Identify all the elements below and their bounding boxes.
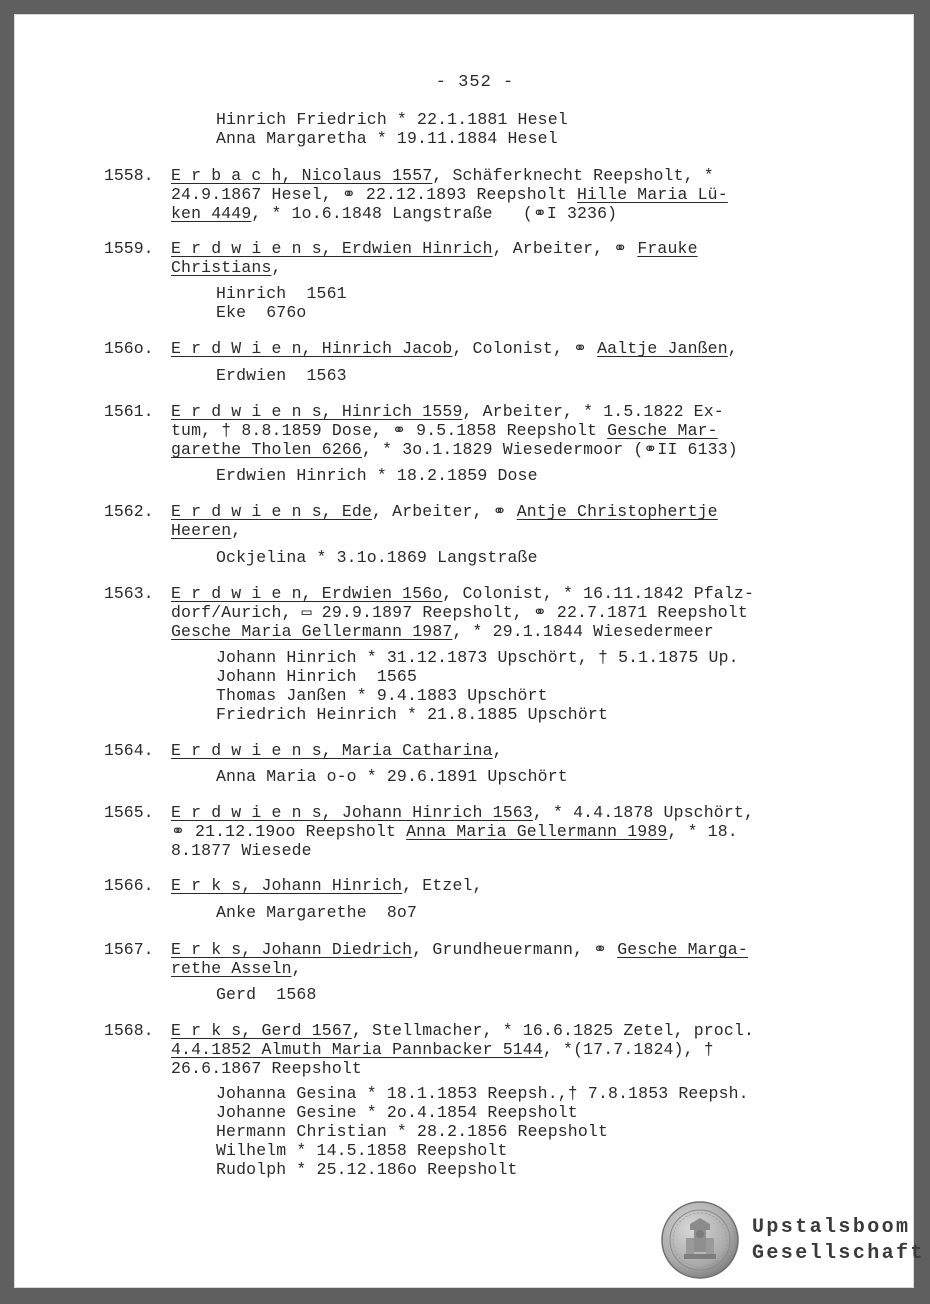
entry-text: , Colonist, ⚭: [452, 339, 598, 358]
entry-number: 1563.: [104, 584, 154, 603]
entry-line: [171, 959, 302, 978]
entry-line: [171, 185, 728, 204]
entry-text: ,: [291, 959, 302, 978]
entry-text: , *(17.7.1824), †: [542, 1040, 714, 1059]
entry-text: 24.9.1867 Hesel, ⚭ 22.12.1893 Reepsholt: [171, 185, 577, 204]
entry-line: [171, 421, 718, 440]
person-name: E r k s, Gerd 1567: [171, 1021, 352, 1040]
entry-text: ,: [492, 741, 503, 760]
person-name: E r k s, Johann Diedrich: [171, 940, 413, 959]
child-line: Wilhelm * 14.5.1858 Reepsholt: [216, 1141, 508, 1160]
entry-line: [171, 440, 738, 459]
person-name: E r d w i e n s, Maria Catharina: [171, 741, 493, 760]
child-line: Hermann Christian * 28.2.1856 Reepsholt: [216, 1122, 609, 1141]
seal-emblem-icon: [660, 1200, 740, 1280]
child-line: Thomas Janßen * 9.4.1883 Upschört: [216, 686, 548, 705]
child-line: Erdwien 1563: [216, 366, 347, 385]
entry-text: , Arbeiter, * 1.5.1822 Ex-: [462, 402, 724, 421]
entry-number: 156o.: [104, 339, 154, 358]
child-line: Gerd 1568: [216, 985, 317, 1004]
entry-line: [171, 204, 617, 223]
person-name: E r d w i e n s, Erdwien Hinrich: [171, 239, 493, 258]
brand-name-line2: Gesellschaft: [752, 1242, 925, 1265]
entry-text: , * 4.4.1878 Upschört,: [532, 803, 754, 822]
entry-text: ,: [727, 339, 738, 358]
child-line: Anke Margarethe 8o7: [216, 903, 418, 922]
entry-line: [171, 166, 714, 185]
entry-text: , * 18.: [667, 822, 738, 841]
entry-number: 1568.: [104, 1021, 154, 1040]
entry-line: [171, 521, 241, 540]
spouse-name: Hille Maria Lü-: [577, 185, 728, 204]
spouse-name: ken 4449: [171, 204, 252, 223]
spouse-name: Anna Maria Gellermann 1989: [406, 822, 668, 841]
text-line: Anna Margaretha * 19.11.1884 Hesel: [216, 129, 558, 148]
spouse-name: Antje Christophertje: [516, 502, 718, 521]
child-line: Friedrich Heinrich * 21.8.1885 Upschört: [216, 705, 609, 724]
entry-text: ⚭ 21.12.19oo Reepsholt: [171, 822, 407, 841]
entry-line: [171, 741, 503, 760]
child-line: Johann Hinrich * 31.12.1873 Upschört, † 5.1.1875 Up.: [216, 648, 739, 667]
entry-line: [171, 1040, 714, 1059]
person-name: E r d w i e n, Erdwien 156o: [171, 584, 443, 603]
entry-line: [171, 803, 754, 822]
entry-line: [171, 1021, 754, 1040]
spouse-name: rethe Asseln: [171, 959, 292, 978]
entry-number: 1561.: [104, 402, 154, 421]
entry-text: , Schäferknecht Reepsholt, *: [432, 166, 714, 185]
child-line: Johanna Gesina * 18.1.1853 Reepsh.,† 7.8.1853 Reepsh.: [216, 1084, 749, 1103]
entry-line: [171, 940, 748, 959]
child-line: Ockjelina * 3.1o.1869 Langstraße: [216, 548, 538, 567]
entry-text: , Arbeiter, ⚭: [372, 502, 517, 521]
entry-text: , Grundheuermann, ⚭: [412, 940, 618, 959]
person-name: E r d w i e n s, Johann Hinrich 1563: [171, 803, 533, 822]
child-line: Johann Hinrich 1565: [216, 667, 418, 686]
spouse-name: Gesche Marga-: [617, 940, 748, 959]
page-number: - 352 -: [435, 73, 515, 92]
spouse-name: 4.4.1852 Almuth Maria Pannbacker 5144: [171, 1040, 543, 1059]
entry-line: [171, 258, 282, 277]
entry-line: [171, 876, 483, 895]
entry-line: [171, 339, 738, 358]
entry-text: ,: [231, 521, 242, 540]
entry-line: dorf/Aurich, ▭ 29.9.1897 Reepsholt, ⚭ 22.7.1871 Reepsholt: [171, 603, 748, 622]
entry-number: 1559.: [104, 239, 154, 258]
text-line: Hinrich Friedrich * 22.1.1881 Hesel: [216, 110, 568, 129]
spouse-name: Gesche Mar-: [607, 421, 718, 440]
person-name: E r k s, Johann Hinrich: [171, 876, 403, 895]
spouse-name: Christians: [171, 258, 272, 277]
person-name: E r d w i e n s, Hinrich 1559: [171, 402, 463, 421]
entry-line: [171, 622, 714, 641]
entry-text: ,: [271, 258, 282, 277]
child-line: Anna Maria o-o * 29.6.1891 Upschört: [216, 767, 568, 786]
child-line: Eke 676o: [216, 303, 307, 322]
entry-text: , Colonist, * 16.11.1842 Pfalz-: [442, 584, 755, 603]
entry-number: 1558.: [104, 166, 154, 185]
entry-number: 1565.: [104, 803, 154, 822]
entry-line: 26.6.1867 Reepsholt: [171, 1059, 362, 1078]
entry-text: , * 1o.6.1848 Langstraße (⚭I 3236): [251, 204, 618, 223]
child-line: Rudolph * 25.12.186o Reepsholt: [216, 1160, 518, 1179]
person-name: E r b a c h, Nicolaus 1557: [171, 166, 433, 185]
entry-text: , * 29.1.1844 Wiesedermeer: [452, 622, 714, 641]
spouse-name: Aaltje Janßen: [597, 339, 728, 358]
entry-number: 1567.: [104, 940, 154, 959]
child-line: Erdwien Hinrich * 18.2.1859 Dose: [216, 466, 538, 485]
child-line: Johanne Gesine * 2o.4.1854 Reepsholt: [216, 1103, 578, 1122]
entry-line: 8.1877 Wiesede: [171, 841, 312, 860]
child-line: Hinrich 1561: [216, 284, 347, 303]
entry-line: [171, 239, 698, 258]
entry-line: [171, 822, 738, 841]
entry-number: 1564.: [104, 741, 154, 760]
entry-text: tum, † 8.8.1859 Dose, ⚭ 9.5.1858 Reepsholt: [171, 421, 608, 440]
spouse-name: garethe Tholen 6266: [171, 440, 362, 459]
entry-text: , Arbeiter, ⚭: [492, 239, 638, 258]
person-name: E r d W i e n, Hinrich Jacob: [171, 339, 453, 358]
person-name: E r d w i e n s, Ede: [171, 502, 373, 521]
spouse-name: Gesche Maria Gellermann 1987: [171, 622, 453, 641]
entry-text: , Stellmacher, * 16.6.1825 Zetel, procl.: [351, 1021, 755, 1040]
entry-line: [171, 502, 718, 521]
spouse-name: Frauke: [637, 239, 698, 258]
entry-line: [171, 402, 724, 421]
entry-line: [171, 584, 754, 603]
entry-text: , Etzel,: [402, 876, 483, 895]
entry-number: 1562.: [104, 502, 154, 521]
brand-name-line1: Upstalsboom: [752, 1216, 911, 1239]
entry-number: 1566.: [104, 876, 154, 895]
entry-text: , * 3o.1.1829 Wiesedermoor (⚭II 6133): [361, 440, 738, 459]
spouse-name: Heeren: [171, 521, 232, 540]
